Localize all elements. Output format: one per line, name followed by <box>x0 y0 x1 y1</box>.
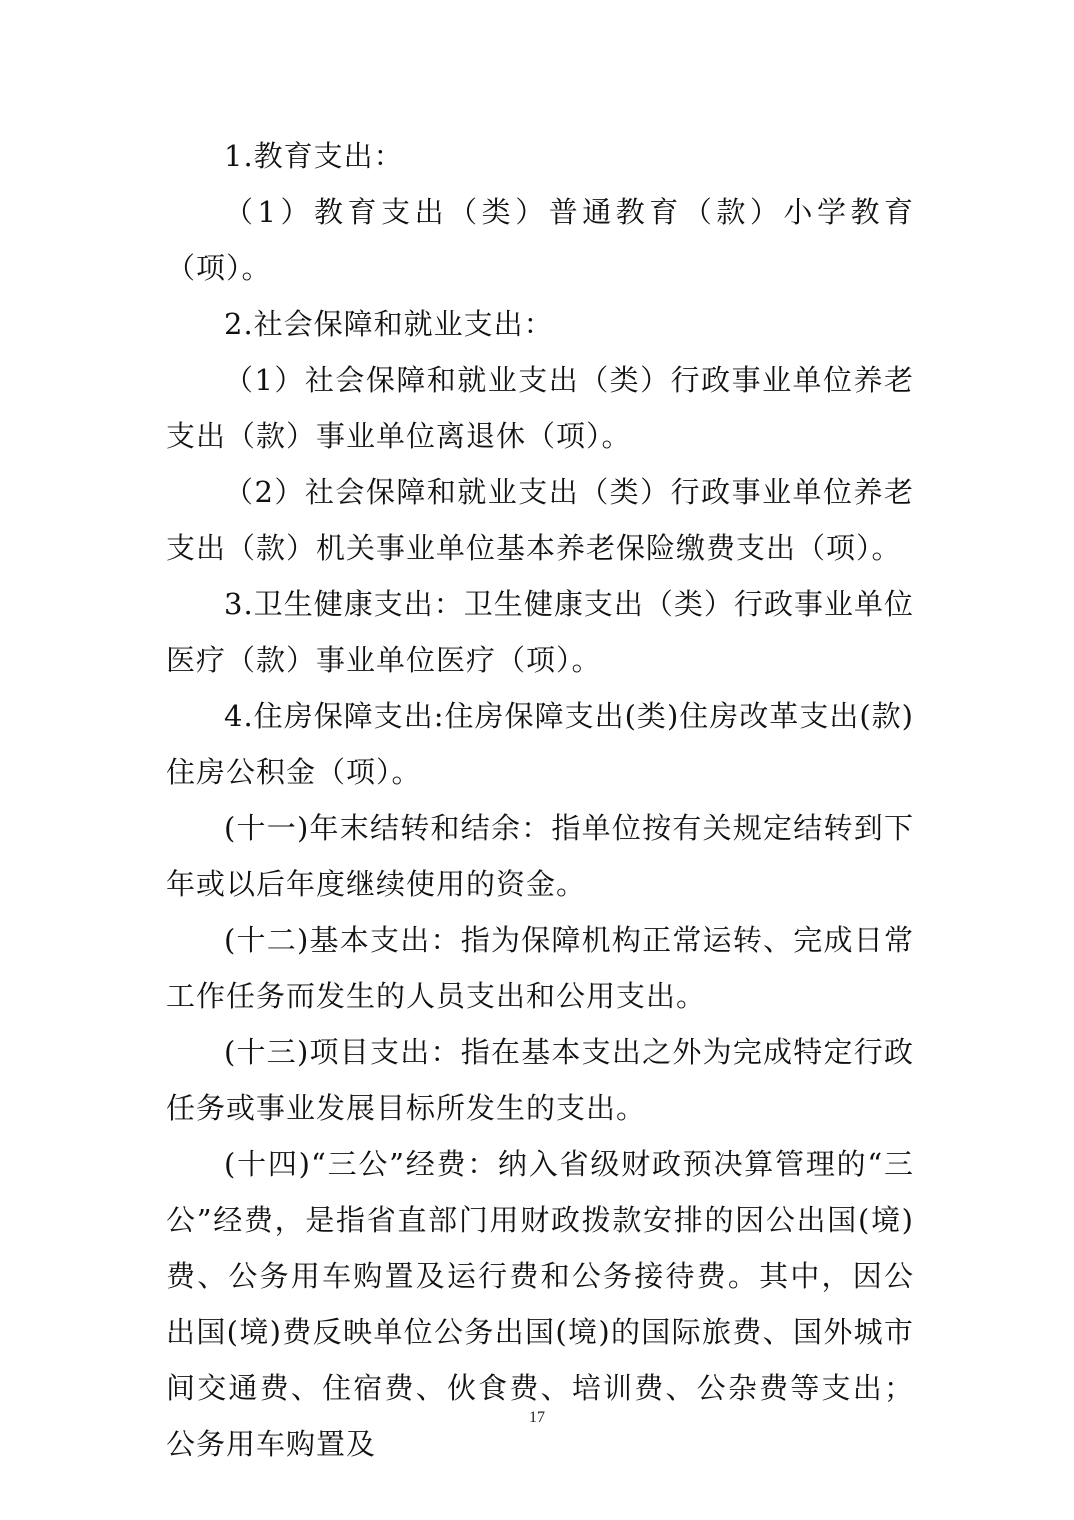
paragraph-education-heading: 1.教育支出： <box>224 139 404 173</box>
paragraph-social-security-heading: 2.社会保障和就业支出： <box>224 307 554 341</box>
paragraph-three-public-expenses: (十四)“三公”经费：纳入省级财政预决算管理的“三公”经费，是指省直部门用财政拨款安排的因公出国(境)费、公务用车购置及运行费和公务接待费。其中，因公出国(境)费反映单位公务出国(境)的国际旅费、国外城市间交通费、住宿费、伙食费、培训费、公杂费等支出；公务用车购置及 <box>166 1147 914 1461</box>
paragraph-project-expenditure: (十三)项目支出：指在基本支出之外为完成特定行政任务或事业发展目标所发生的支出。 <box>166 1035 914 1125</box>
paragraph-housing: 4.住房保障支出:住房保障支出(类)住房改革支出(款)住房公积金（项）。 <box>166 699 914 789</box>
paragraph-basic-expenditure: (十二)基本支出：指为保障机构正常运转、完成日常工作任务而发生的人员支出和公用支出。 <box>166 923 914 1013</box>
page-number: 17 <box>529 1409 545 1426</box>
paragraph-social-security-item-2: （2）社会保障和就业支出（类）行政事业单位养老支出（款）机关事业单位基本养老保险缴费支出（项）。 <box>166 475 914 565</box>
paragraph-social-security-item-1: （1）社会保障和就业支出（类）行政事业单位养老支出（款）事业单位离退休（项）。 <box>166 363 914 453</box>
paragraph-carryover: (十一)年末结转和结余：指单位按有关规定结转到下年或以后年度继续使用的资金。 <box>166 811 914 901</box>
paragraph-education-item-1: （1）教育支出（类）普通教育（款）小学教育（项）。 <box>166 195 914 285</box>
body-text <box>166 128 914 1472</box>
paragraph-health: 3.卫生健康支出：卫生健康支出（类）行政事业单位医疗（款）事业单位医疗（项）。 <box>166 587 914 677</box>
